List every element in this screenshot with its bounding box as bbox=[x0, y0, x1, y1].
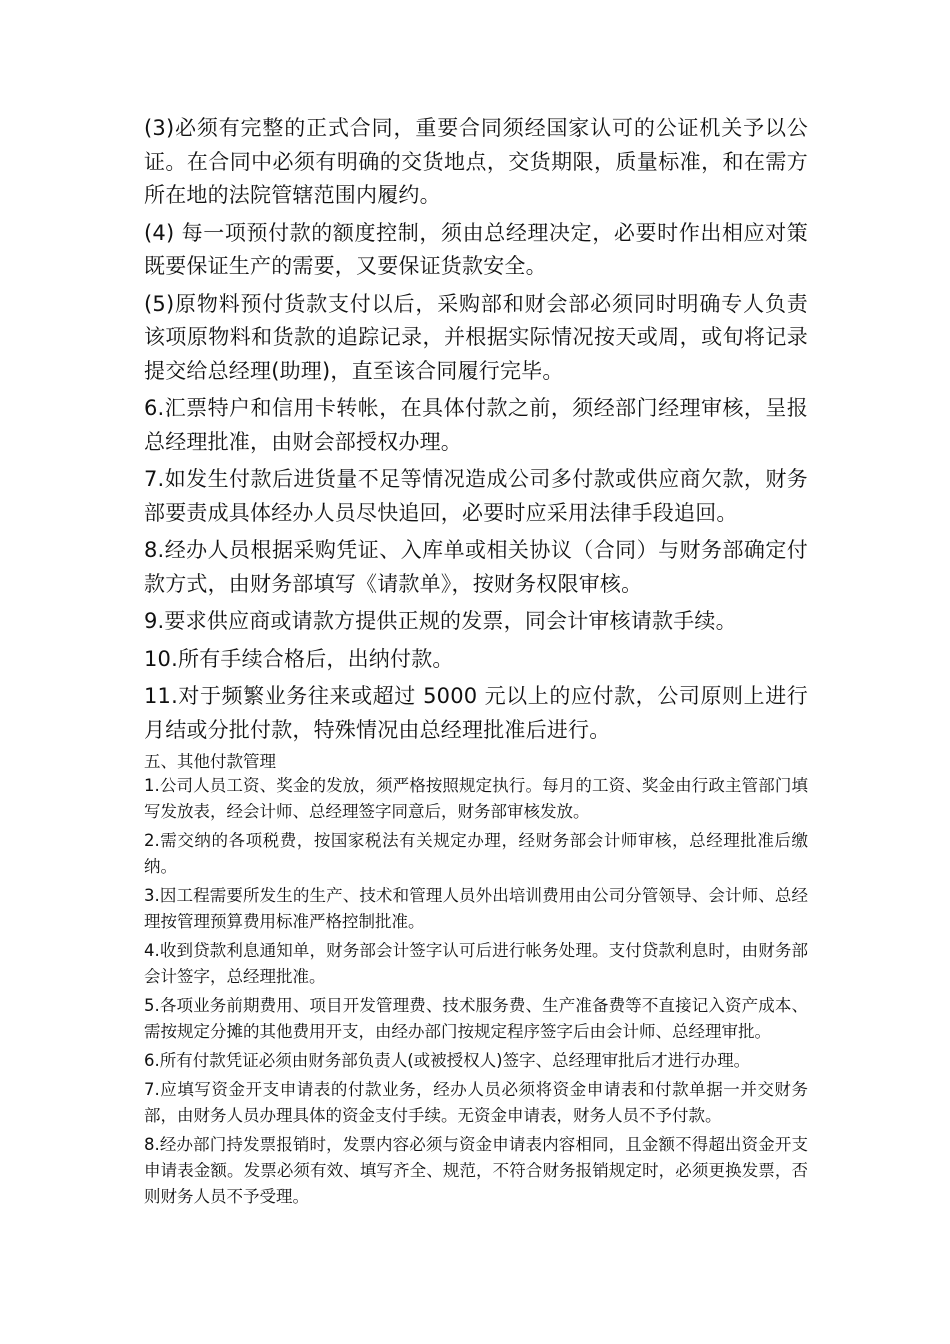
paragraph-prepayment-tracking: (5)原物料预付货款支付以后，采购部和财会部必须同时明确专人负责该项原物料和货款的追踪记录，并根据实际情况按天或周，或旬将记录提交给总经理(助理)，直至该合同履行完毕。 bbox=[144, 291, 808, 383]
paragraph-rule-10: 10.所有手续合格后，出纳付款。 bbox=[144, 646, 454, 671]
paragraph-other-4: 4.收到贷款利息通知单，财务部会计签字认可后进行帐务处理。支付贷款利息时，由财务部会计签字，总经理批准。 bbox=[144, 941, 808, 986]
paragraph-rule-6: 6.汇票特户和信用卡转帐，在具体付款之前，须经部门经理审核，呈报总经理批准，由财会部授权办理。 bbox=[144, 396, 808, 454]
paragraph-rule-7: 7.如发生付款后进货量不足等情况造成公司多付款或供应商欠款，财务部要责成具体经办人员尽快追回，必要时应采用法律手段追回。 bbox=[144, 467, 808, 525]
paragraph-other-3: 3.因工程需要所发生的生产、技术和管理人员外出培训费用由公司分管领导、会计师、总经理按管理预算费用标准严格控制批准。 bbox=[144, 886, 808, 931]
paragraph-rule-8: 8.经办人员根据采购凭证、入库单或相关协议（合同）与财务部确定付款方式，由财务部填写《请款单》，按财务权限审核。 bbox=[144, 538, 808, 596]
payment-rules-list bbox=[144, 112, 808, 747]
paragraph-other-5: 5.各项业务前期费用、项目开发管理费、技术服务费、生产准备费等不直接记入资产成本、需按规定分摊的其他费用开支，由经办部门按规定程序签字后由会计师、总经理审批。 bbox=[144, 996, 808, 1041]
paragraph-other-7: 7.应填写资金开支申请表的付款业务，经办人员必须将资金申请表和付款单据一并交财务部，由财务人员办理具体的资金支付手续。无资金申请表，财务人员不予付款。 bbox=[144, 1080, 808, 1125]
document-page bbox=[144, 112, 808, 1213]
other-payment-rules-list bbox=[144, 773, 808, 1210]
paragraph-prepayment-limit: (4) 每一项预付款的额度控制，须由总经理决定，必要时作出相应对策既要保证生产的需要，又要保证货款安全。 bbox=[144, 220, 808, 278]
paragraph-rule-9: 9.要求供应商或请款方提供正规的发票，同会计审核请款手续。 bbox=[144, 609, 737, 633]
paragraph-contract-requirement: (3)必须有完整的正式合同，重要合同须经国家认可的公证机关予以公证。在合同中必须有明确的交货地点，交货期限，质量标准，和在需方所在地的法院管辖范围内履约。 bbox=[144, 116, 808, 207]
paragraph-other-1: 1.公司人员工资、奖金的发放，须严格按照规定执行。每月的工资、奖金由行政主管部门填写发放表，经会计师、总经理签字同意后，财务部审核发放。 bbox=[144, 776, 808, 821]
paragraph-rule-11: 11.对于频繁业务往来或超过 5000 元以上的应付款，公司原则上进行月结或分批付款，特殊情况由总经理批准后进行。 bbox=[144, 684, 808, 742]
paragraph-other-2: 2.需交纳的各项税费，按国家税法有关规定办理，经财务部会计师审核，总经理批准后缴纳。 bbox=[144, 831, 808, 876]
paragraph-other-6: 6.所有付款凭证必须由财务部负责人(或被授权人)签字、总经理审批后才进行办理。 bbox=[144, 1051, 751, 1070]
section-heading: 五、其他付款管理 bbox=[144, 752, 276, 771]
paragraph-other-8: 8.经办部门持发票报销时，发票内容必须与资金申请表内容相同，且金额不得超出资金开支申请表金额。发票必须有效、填写齐全、规范，不符合财务报销规定时，必须更换发票，否则财务人员不予受理。 bbox=[144, 1135, 808, 1206]
